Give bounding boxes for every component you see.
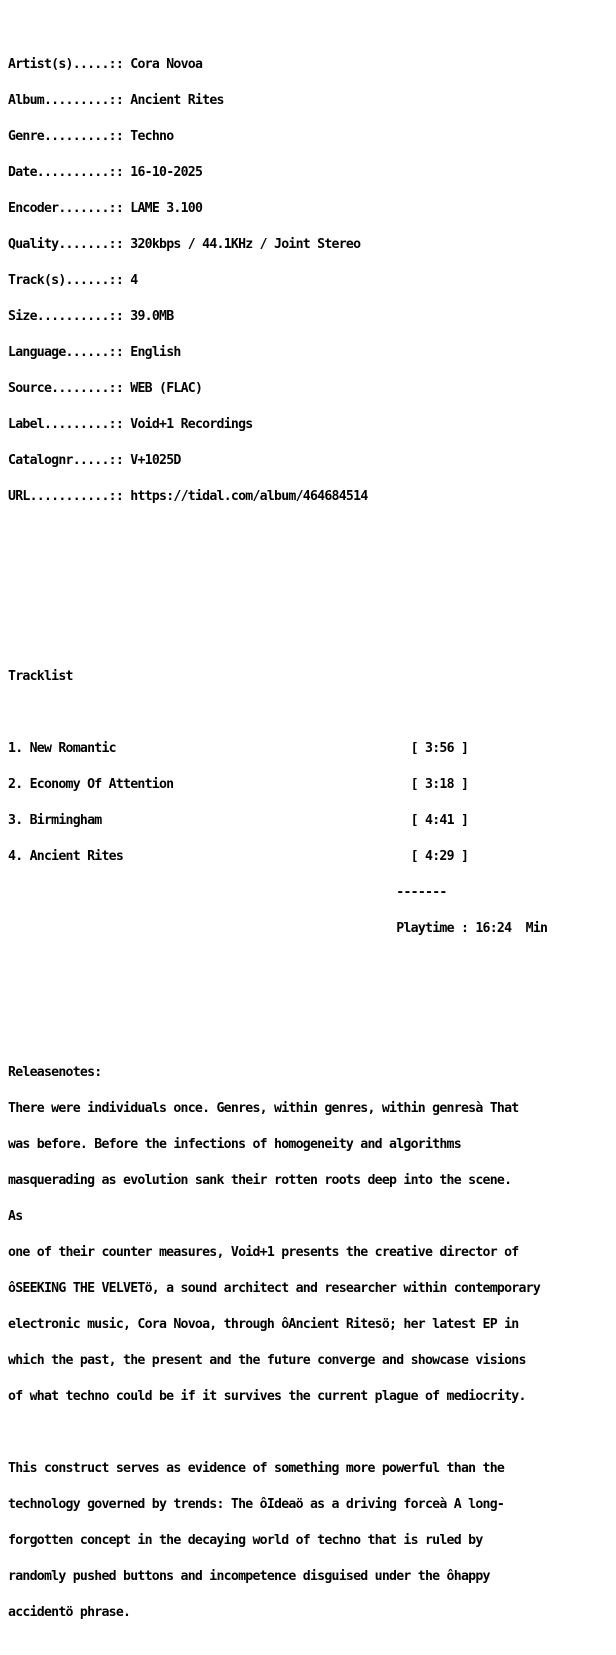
meta-line-artist: Artist(s).....:: Cora Novoa — [8, 57, 203, 72]
meta-line-label: Label.........:: Void+1 Recordings — [8, 417, 253, 432]
meta-line-quality: Quality.......:: 320kbps / 44.1KHz / Joint Stereo — [8, 237, 361, 252]
track-row: 2. Economy Of Attention [ 3:18 ] — [8, 777, 469, 792]
release-info-block — [8, 35, 612, 527]
releasenotes-block — [8, 1043, 612, 1643]
meta-line-catalognr: Catalognr.....:: V+1025D — [8, 453, 181, 468]
meta-line-encoder: Encoder.......:: LAME 3.100 — [8, 201, 203, 216]
tracklist-heading: Tracklist — [8, 669, 73, 684]
releasenotes-line: one of their counter measures, Void+1 presents the creative director of — [8, 1245, 519, 1260]
releasenotes-line: This construct serves as evidence of something more powerful than the — [8, 1461, 505, 1476]
releasenotes-line: of what techno could be if it survives the current plague of mediocrity. — [8, 1389, 526, 1404]
releasenotes-line: technology governed by trends: The ôIdeaö as a driving forceà A long- — [8, 1497, 505, 1512]
releasenotes-line: forgotten concept in the decaying world of techno that is ruled by — [8, 1533, 483, 1548]
tracklist-block — [8, 647, 612, 959]
track-row: 4. Ancient Rites [ 4:29 ] — [8, 849, 469, 864]
track-row: 3. Birmingham [ 4:41 ] — [8, 813, 469, 828]
playtime-separator: ------- — [396, 885, 447, 900]
playtime-total: Playtime : 16:24 Min — [396, 921, 548, 936]
releasenotes-line: masquerading as evolution sank their rotten roots deep into the scene. — [8, 1173, 512, 1188]
meta-line-tracks: Track(s)......:: 4 — [8, 273, 138, 288]
releasenotes-line: There were individuals once. Genres, within genres, within genresà That — [8, 1101, 519, 1116]
releasenotes-line: accidentö phrase. — [8, 1605, 131, 1620]
releasenotes-line: which the past, the present and the future converge and showcase visions — [8, 1353, 526, 1368]
meta-line-size: Size..........:: 39.0MB — [8, 309, 174, 324]
meta-line-album: Album.........:: Ancient Rites — [8, 93, 224, 108]
releasenotes-heading: Releasenotes: — [8, 1065, 102, 1080]
meta-line-date: Date..........:: 16-10-2025 — [8, 165, 203, 180]
releasenotes-line: ôSEEKING THE VELVETö, a sound architect and researcher within contemporary — [8, 1281, 541, 1296]
meta-line-language: Language......:: English — [8, 345, 181, 360]
releasenotes-line: randomly pushed buttons and incompetence disguised under the ôhappy — [8, 1569, 490, 1584]
releasenotes-line: As — [8, 1209, 23, 1224]
meta-line-genre: Genre.........:: Techno — [8, 129, 174, 144]
releasenotes-line: electronic music, Cora Novoa, through ôAncient Ritesö; her latest EP in — [8, 1317, 519, 1332]
album-url: https://tidal.com/album/464684514 — [130, 489, 368, 504]
track-row: 1. New Romantic [ 3:56 ] — [8, 741, 469, 756]
releasenotes-line: was before. Before the infections of homogeneity and algorithms — [8, 1137, 461, 1152]
meta-line-url: URL...........:: https://tidal.com/album/464684514 — [8, 489, 368, 504]
nfo-document — [8, 11, 612, 1655]
meta-line-source: Source........:: WEB (FLAC) — [8, 381, 203, 396]
